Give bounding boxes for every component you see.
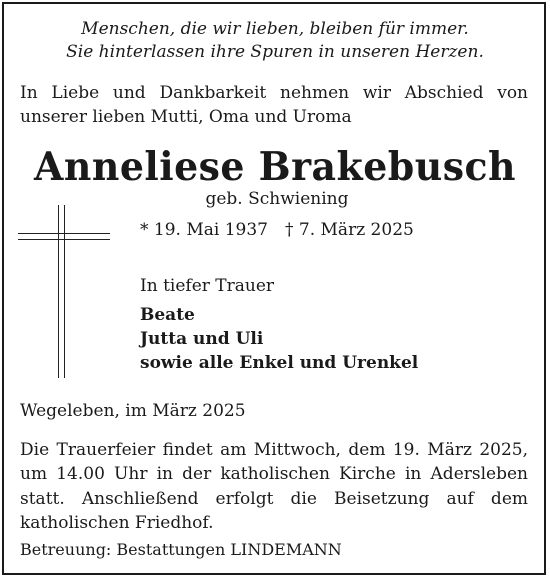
intro-line-2: unserer lieben Mutti, Oma und Uroma	[20, 107, 352, 127]
mourners-label: In tiefer Trauer	[140, 276, 275, 296]
mourner-name: Beate	[140, 305, 195, 325]
motto-line-1: Menschen, die wir lieben, bleiben für immer.	[81, 19, 469, 39]
born-name: geb. Schwiening	[205, 189, 349, 209]
funeral-line: Die Trauerfeier findet am Mittwoch, dem 19. März 2025,	[20, 440, 528, 460]
place-date: Wegeleben, im März 2025	[20, 401, 246, 421]
undertaker: Betreuung: Bestattungen LINDEMANN	[20, 540, 342, 559]
motto-line-2: Sie hinterlassen ihre Spuren in unseren Herzen.	[66, 42, 484, 62]
mourner-name: sowie alle Enkel und Urenkel	[140, 353, 419, 373]
mourner-name: Jutta und Uli	[140, 329, 264, 349]
funeral-line: statt. Anschließend erfolgt die Beisetzung auf dem	[20, 489, 528, 509]
deceased-name: Anneliese Brakebusch	[34, 144, 516, 190]
birth-date: * 19. Mai 1937	[140, 220, 268, 240]
intro-line-1: In Liebe und Dankbarkeit nehmen wir Abschied von	[20, 83, 528, 103]
death-date: † 7. März 2025	[285, 220, 414, 240]
funeral-line: um 14.00 Uhr in der katholischen Kirche in Adersleben	[20, 464, 528, 484]
funeral-line: katholischen Friedhof.	[20, 513, 214, 533]
